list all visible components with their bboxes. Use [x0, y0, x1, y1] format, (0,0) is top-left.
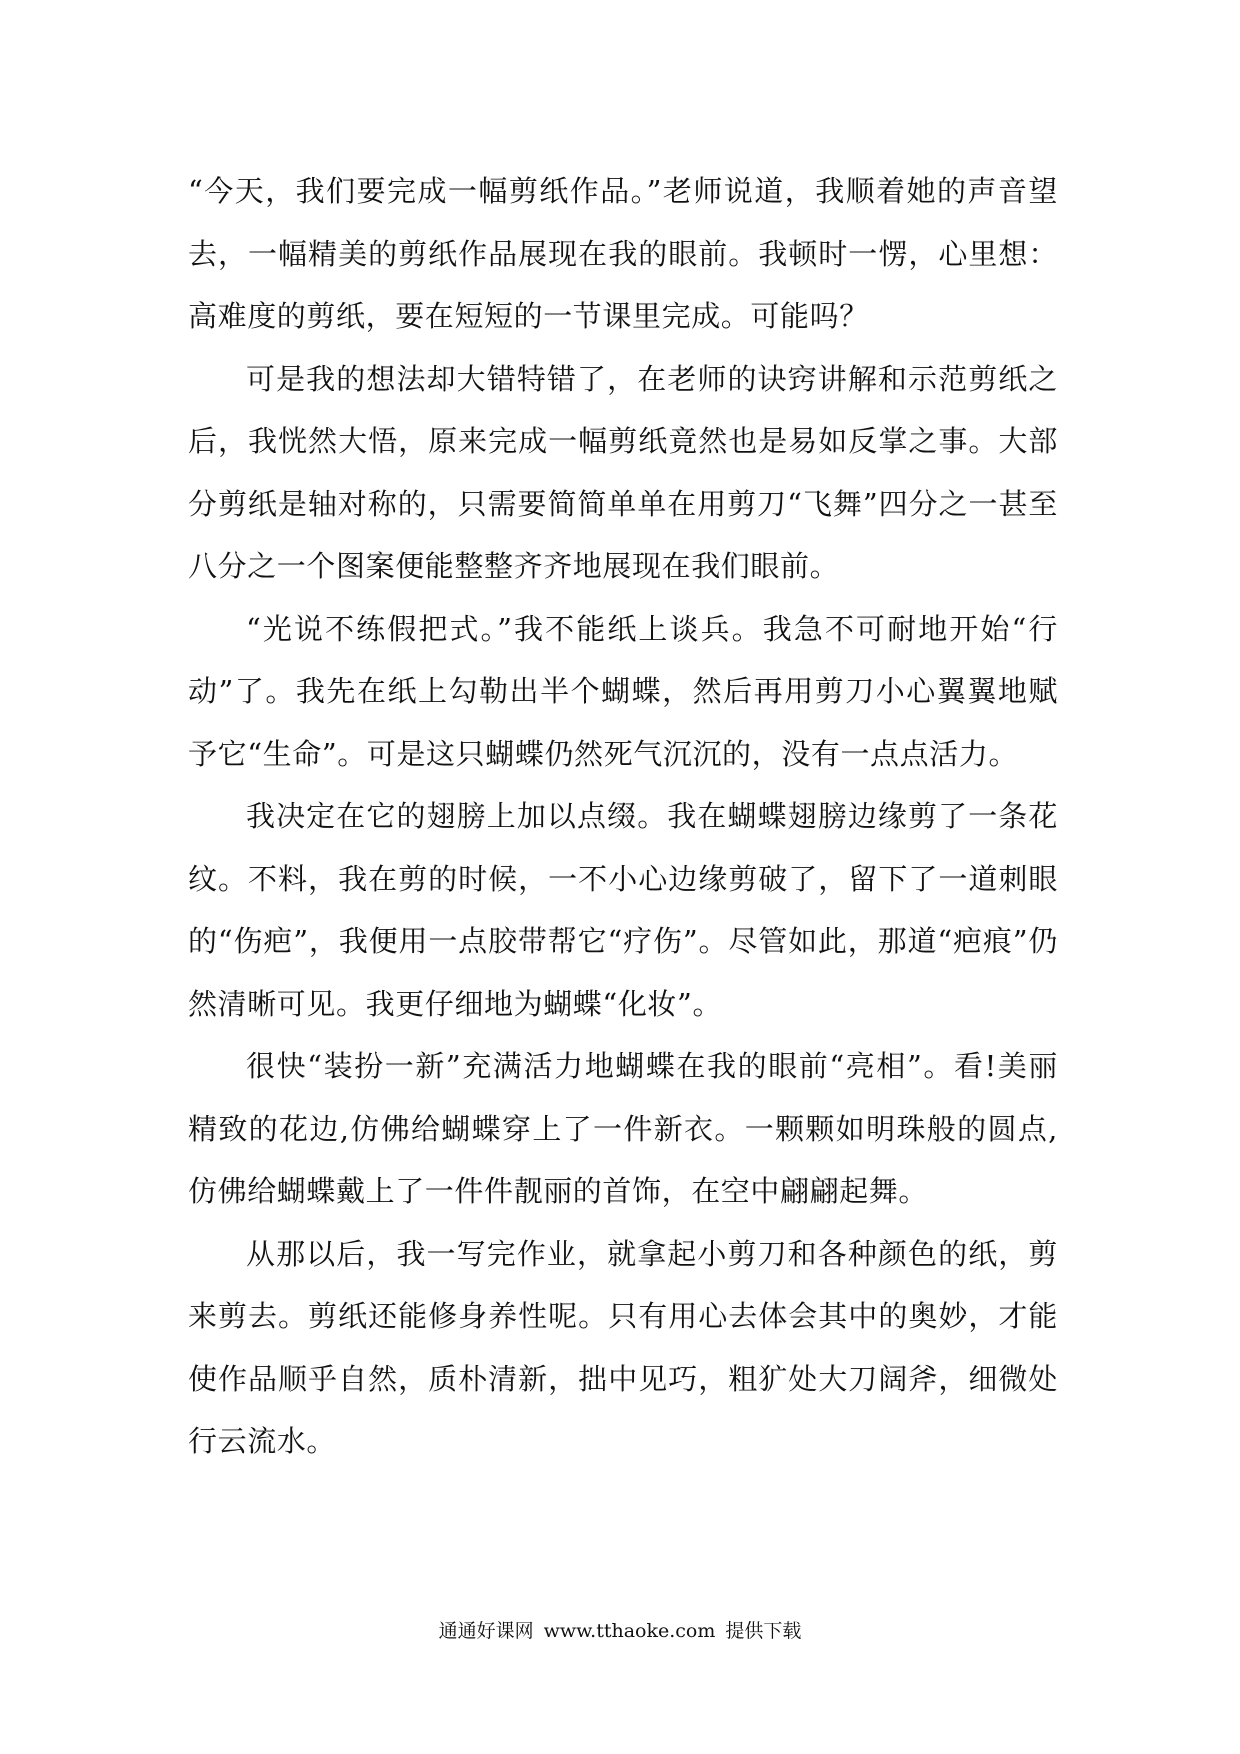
footer-suffix: 提供下载 — [725, 1620, 802, 1642]
paragraph-4: 我决定在它的翅膀上加以点缀。我在蝴蝶翅膀边缘剪了一条花纹。不料，我在剪的时候，一不小心边缘剪破了，留下了一道刺眼的“伤疤”，我便用一点胶带帮它“疗伤”。尽管如此，那道“疤痕”仍然清晰可见。我更仔细地为蝴蝶“化妆”。 — [188, 799, 1058, 1021]
essay-body — [188, 160, 1058, 1473]
footer-url[interactable]: www.tthaoke.com — [543, 1620, 716, 1642]
paragraph-1: “今天，我们要完成一幅剪纸作品。”老师说道，我顺着她的声音望去，一幅精美的剪纸作品展现在我的眼前。我顿时一愣，心里想：高难度的剪纸，要在短短的一节课里完成。可能吗？ — [188, 174, 1058, 333]
paragraph-2: 可是我的想法却大错特错了，在老师的诀窍讲解和示范剪纸之后，我恍然大悟，原来完成一幅剪纸竟然也是易如反掌之事。大部分剪纸是轴对称的，只需要简简单单在用剪刀“飞舞”四分之一甚至八分之一个图案便能整整齐齐地展现在我们眼前。 — [188, 361, 1058, 583]
footer-site-name: 通通好课网 — [438, 1620, 534, 1642]
paragraph-6: 从那以后，我一写完作业，就拿起小剪刀和各种颜色的纸，剪来剪去。剪纸还能修身养性呢。只有用心去体会其中的奥妙，才能使作品顺乎自然，质朴清新，拙中见巧，粗犷处大刀阔斧，细微处行云流水。 — [188, 1236, 1058, 1458]
paragraph-3: “光说不练假把式。”我不能纸上谈兵。我急不可耐地开始“行动”了。我先在纸上勾勒出半个蝴蝶，然后再用剪刀小心翼翼地赋予它“生命”。可是这只蝴蝶仍然死气沉沉的，没有一点点活力。 — [188, 611, 1058, 771]
page-footer — [0, 1619, 1240, 1643]
paragraph-5: 很快“装扮一新”充满活力地蝴蝶在我的眼前“亮相”。看!美丽精致的花边,仿佛给蝴蝶穿上了一件新衣。一颗颗如明珠般的圆点,仿佛给蝴蝶戴上了一件件靓丽的首饰，在空中翩翩起舞。 — [188, 1049, 1058, 1208]
